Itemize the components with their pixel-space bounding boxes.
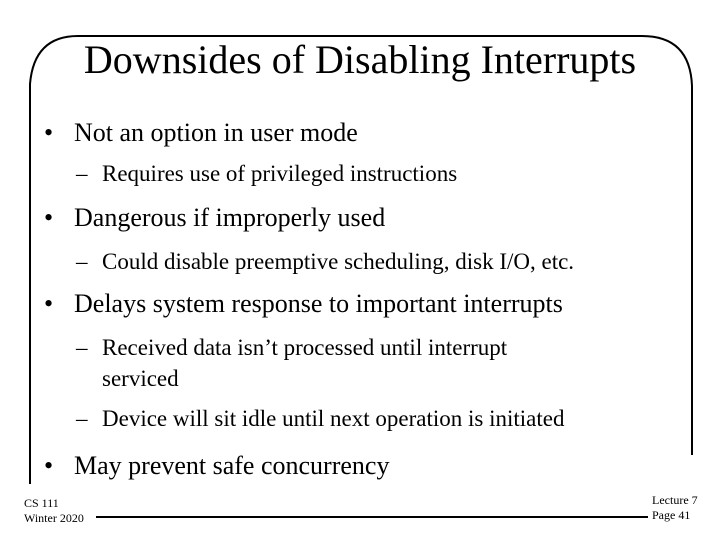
sub-bullet-dash: –	[76, 249, 88, 274]
footer-course	[24, 496, 84, 526]
footer-lecture-number: Lecture 7	[652, 493, 698, 507]
sub-bullet-text: Could disable preemptive scheduling, disk I/O, etc.	[102, 249, 575, 274]
footer-page-number: Page 41	[652, 508, 691, 522]
sub-bullet-dash: –	[76, 335, 88, 360]
bullet-text: Not an option in user mode	[74, 118, 358, 147]
bullet-text: May prevent safe concurrency	[74, 451, 390, 480]
bullet-dot: •	[44, 203, 54, 232]
sub-bullet-text: Device will sit idle until next operation is initiated	[102, 406, 565, 431]
footer-course-name: CS 111	[24, 496, 59, 510]
bullet-text: Delays system response to important interrupts	[74, 289, 563, 318]
sub-bullet-dash: –	[76, 406, 88, 431]
sub-bullet-dash: –	[76, 161, 88, 186]
bullet-text: Dangerous if improperly used	[74, 203, 386, 232]
footer-term: Winter 2020	[24, 511, 84, 525]
sub-bullet-text: Received data isn’t processed until interrupt	[102, 335, 508, 360]
bullet-dot: •	[44, 451, 54, 480]
footer-lecture	[652, 493, 698, 523]
slide-title: Downsides of Disabling Interrupts	[83, 37, 637, 82]
sub-bullet-text: Requires use of privileged instructions	[102, 161, 458, 186]
bullet-dot: •	[44, 118, 54, 147]
sub-bullet-text: serviced	[102, 366, 179, 391]
bullet-dot: •	[44, 289, 54, 318]
